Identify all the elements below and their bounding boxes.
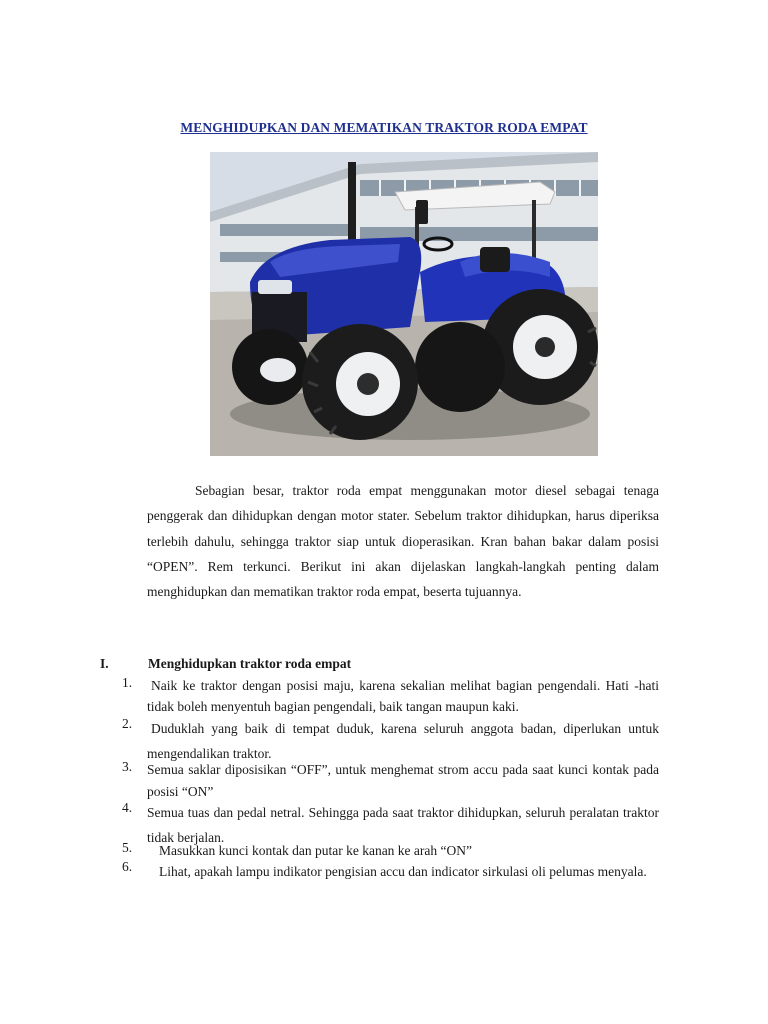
list-item-number: 2. <box>122 716 133 731</box>
list-item-number: 6. <box>122 859 133 874</box>
list-item-text: Masukkan kunci kontak dan putar ke kanan ke arah “ON” <box>159 843 473 858</box>
list-item-text: Semua saklar diposisikan “OFF”, untuk menghemat strom accu pada saat kunci kontak pada posisi “ON” <box>147 762 659 799</box>
section-number: I. <box>100 656 109 671</box>
list-item-number: 1. <box>122 675 133 690</box>
tractor-photo <box>210 152 598 456</box>
list-item-text: Lihat, apakah lampu indikator pengisian accu dan indicator sirkulasi oli pelumas menyala. <box>159 864 647 879</box>
list-item-text: Duduklah yang baik di tempat duduk, karena seluruh anggota badan, diperlukan untuk mengendalikan traktor. <box>147 721 659 761</box>
list-item-text: Naik ke traktor dengan posisi maju, karena sekalian melihat bagian pengendali. Hati -hati tidak boleh menyentuh bagian pengendali, baik tangan maupun kaki. <box>147 678 659 714</box>
list-item-text: Semua tuas dan pedal netral. Sehingga pada saat traktor dihidupkan, seluruh peralatan traktor tidak berjalan. <box>147 805 659 845</box>
document-title: MENGHIDUPKAN DAN MEMATIKAN TRAKTOR RODA EMPAT <box>180 120 588 135</box>
list-item-number: 4. <box>122 800 133 815</box>
list-item-number: 5. <box>122 840 133 855</box>
section-heading: Menghidupkan traktor roda empat <box>148 656 352 671</box>
intro-paragraph: Sebagian besar, traktor roda empat menggunakan motor diesel sebagai tenaga penggerak dan dihidupkan dengan motor stater. Sebelum traktor dihidupkan, harus diperiksa terlebih dahulu, sehingga traktor siap untuk dioperasikan. Kran bahan bakar dalam posisi “OPEN”. Rem terkunci. Berikut ini akan dijelaskan langkah-langkah penting dalam menghidupkan dan mematikan traktor roda empat, beserta tujuannya. <box>147 483 659 600</box>
list-item-number: 3. <box>122 759 133 774</box>
